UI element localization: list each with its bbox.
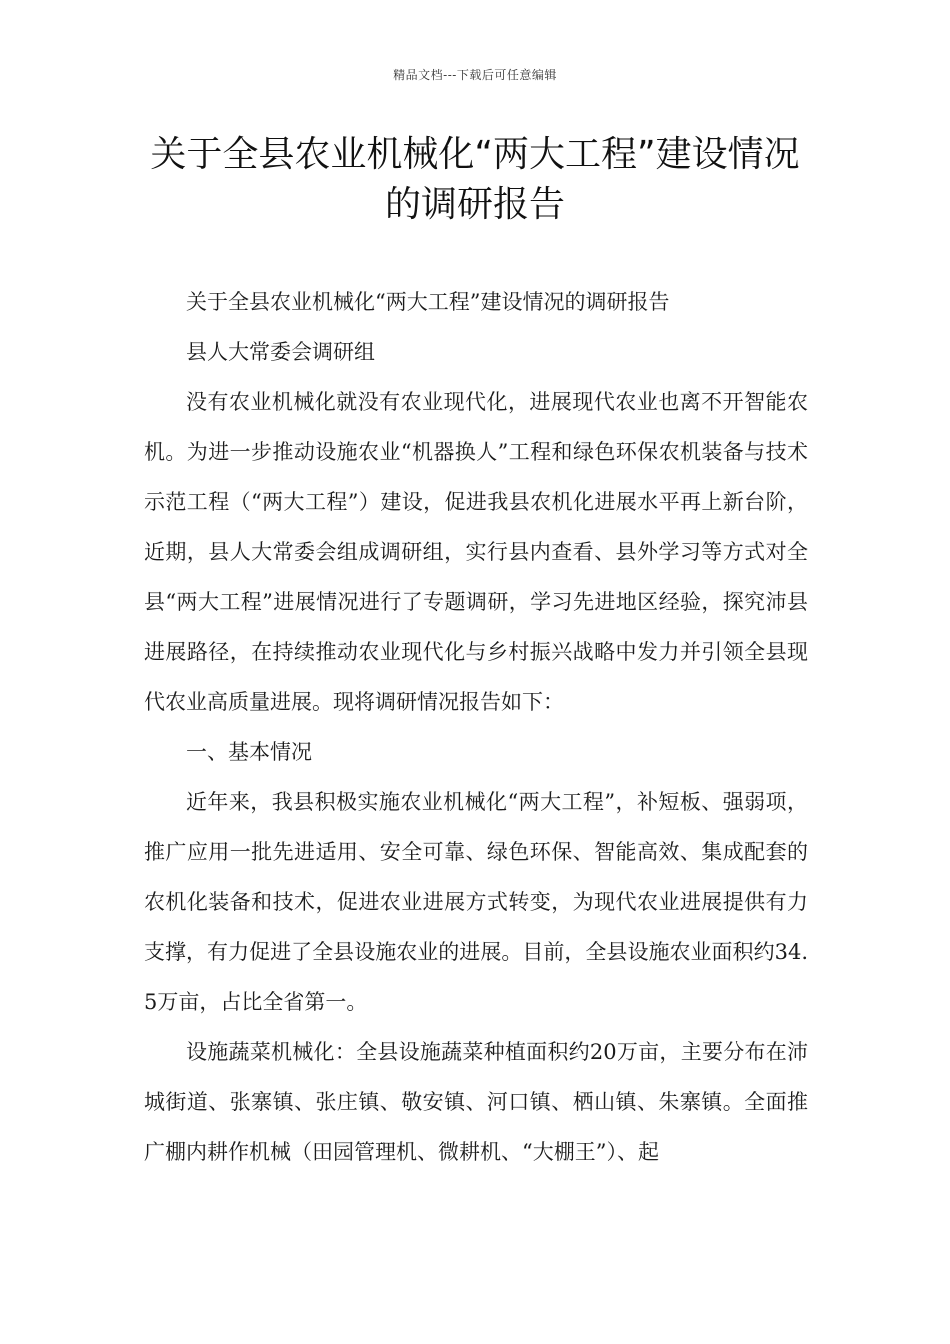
document-body (144, 277, 808, 1177)
header-note: 精品文档---下载后可任意编辑 (393, 68, 557, 82)
intro-paragraph: 没有农业机械化就没有农业现代化，进展现代农业也离不开智能农机。为进一步推动设施农业“机器换人”工程和绿色环保农机装备与技术示范工程（“两大工程”）建设，促进我县农机化进展水平再上新台阶，近期，县人大常委会组成调研组，实行县内查看、县外学习等方式对全县“两大工程”进展情况进行了专题调研，学习先进地区经验，探究沛县进展路径，在持续推动农业现代化与乡村振兴战略中发力并引领全县现代农业高质量进展。现将调研情况报告如下： (144, 390, 808, 714)
author-paragraph: 县人大常委会调研组 (186, 340, 375, 364)
vegetable-paragraph: 设施蔬菜机械化：全县设施蔬菜种植面积约20万亩，主要分布在沛城街道、张寨镇、张庄镇、敬安镇、河口镇、栖山镇、朱寨镇。全面推广棚内耕作机械（田园管理机、微耕机、“大棚王”）、起 (144, 1040, 808, 1164)
overview-paragraph: 近年来，我县积极实施农业机械化“两大工程”，补短板、强弱项，推广应用一批先进适用、安全可靠、绿色环保、智能高效、集成配套的农机化装备和技术，促进农业进展方式转变，为现代农业进展提供有力支撑，有力促进了全县设施农业的进展。目前，全县设施农业面积约34.5万亩，占比全省第一。 (144, 790, 808, 1014)
document-title: 关于全县农业机械化“两大工程”建设情况的调研报告 (150, 134, 800, 225)
section-heading: 一、基本情况 (186, 740, 312, 764)
subtitle-paragraph: 关于全县农业机械化“两大工程”建设情况的调研报告 (186, 290, 670, 314)
